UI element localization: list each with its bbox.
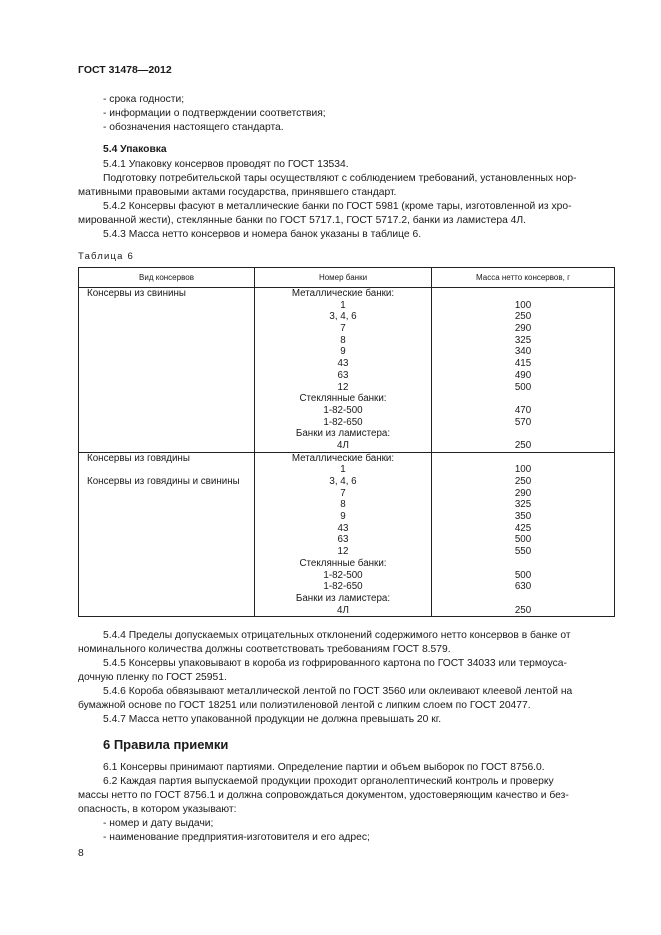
net-mass: 470 [514, 404, 532, 416]
product-type: Консервы из говядины [87, 452, 190, 464]
net-mass: 425 [514, 522, 532, 534]
paragraph-line: номинального количества должны соответствовать требованиям ГОСТ 8.579. [78, 644, 451, 655]
net-mass-cell [432, 288, 615, 453]
paragraph-5-4-1: 5.4.1 Упаковку консервов проводят по ГОСТ 13534. [103, 159, 349, 170]
net-mass [432, 453, 614, 465]
can-number: 63 [337, 369, 349, 381]
net-mass [432, 288, 614, 300]
paragraph-line: массы нетто по ГОСТ 8756.1 и должна сопровождаться документом, удостоверяющим качество и без- [78, 790, 569, 801]
can-number-cell [255, 452, 432, 617]
can-number: 12 [337, 546, 349, 558]
paragraph-line: мированной жести), стеклянные банки по ГОСТ 5717.1, ГОСТ 5717.2, банки из ламистера 4Л. [78, 215, 527, 226]
section-heading-5-4: 5.4 Упаковка [103, 144, 167, 155]
product-type-cell [79, 288, 255, 453]
column-header: Номер банки [255, 268, 432, 288]
paragraph-6-1: 6.1 Консервы принимают партиями. Определение партии и объем выборок по ГОСТ 8756.0. [103, 762, 545, 773]
can-number: Металлические банки: [291, 288, 395, 299]
document-code-header: ГОСТ 31478—2012 [78, 64, 172, 76]
table-header-row [79, 268, 615, 288]
paragraph-line: Подготовку потребительской тары осуществляют с соблюдением требований, установленных нор- [103, 173, 577, 184]
net-mass: 250 [514, 439, 532, 451]
net-mass: 340 [514, 346, 532, 358]
net-mass: 250 [514, 311, 532, 323]
column-header: Вид консервов [79, 268, 255, 288]
can-number: 4Л [337, 439, 349, 451]
net-mass: 500 [514, 534, 532, 546]
can-number: 43 [337, 358, 349, 370]
net-mass: 290 [514, 323, 532, 335]
net-mass: 100 [514, 464, 532, 476]
net-mass: 250 [514, 476, 532, 487]
can-number: 9 [340, 511, 346, 523]
net-mass: 500 [514, 569, 532, 581]
can-number: Металлические банки: [291, 452, 395, 464]
can-number: 3, 4, 6 [329, 311, 357, 323]
net-mass: 325 [514, 334, 532, 346]
product-type [87, 464, 254, 476]
can-number: 1-82-650 [323, 416, 363, 428]
can-number: 63 [337, 534, 349, 546]
net-mass-cell [432, 452, 615, 617]
section-heading-6: 6 Правила приемки [103, 737, 229, 752]
can-number: 1 [340, 299, 346, 311]
can-number: 43 [337, 522, 349, 534]
can-number: 8 [340, 499, 346, 511]
can-number: Банки из ламистера: [295, 428, 391, 440]
table-caption: Таблица 6 [78, 251, 134, 262]
can-number: Банки из ламистера: [295, 592, 391, 604]
product-type: Консервы из свинины [87, 288, 186, 299]
can-number: 1-82-500 [323, 569, 363, 581]
list-item: - обозначения настоящего стандарта. [103, 122, 284, 133]
paragraph-5-4-2: 5.4.2 Консервы фасуют в металлические банки по ГОСТ 5981 (кроме тары, изготовленной из хро- [103, 201, 572, 212]
page-number: 8 [78, 848, 84, 859]
paragraph-line: дочную пленку по ГОСТ 25951. [78, 672, 227, 683]
can-number: 1-82-650 [323, 581, 363, 593]
can-number: Стеклянные банки: [299, 557, 387, 569]
net-mass [432, 593, 614, 605]
table-6 [78, 267, 615, 617]
net-mass: 415 [514, 358, 532, 370]
can-number: 3, 4, 6 [329, 476, 357, 487]
net-mass: 570 [514, 416, 532, 428]
can-number: 12 [337, 381, 349, 393]
column-header: Масса нетто консервов, г [432, 268, 615, 288]
net-mass [432, 428, 614, 440]
net-mass: 325 [514, 499, 532, 511]
paragraph-line: бумажной основе по ГОСТ 18251 или полиэтиленовой лентой с липким слоем по ГОСТ 20477. [78, 700, 531, 711]
paragraph-5-4-6: 5.4.6 Короба обвязывают металлической лентой по ГОСТ 3560 или оклеивают клеевой лентой на [103, 686, 573, 697]
net-mass: 250 [514, 604, 532, 616]
net-mass: 500 [514, 381, 532, 393]
can-number: 1-82-500 [323, 404, 363, 416]
list-item: - номер и дату выдачи; [103, 818, 214, 829]
can-number: 4Л [337, 604, 349, 616]
can-number: 7 [340, 487, 346, 499]
can-number-cell [255, 288, 432, 453]
paragraph-5-4-7: 5.4.7 Масса нетто упакованной продукции не должна превышать 20 кг. [103, 714, 442, 725]
can-number: Стеклянные банки: [299, 393, 387, 405]
can-number: 7 [340, 323, 346, 335]
net-mass: 350 [514, 511, 532, 523]
paragraph-5-4-3: 5.4.3 Масса нетто консервов и номера банок указаны в таблице 6. [103, 229, 422, 240]
net-mass [432, 558, 614, 570]
paragraph-5-4-5: 5.4.5 Консервы упаковывают в короба из гофрированного картона по ГОСТ 34033 или термоуса- [103, 658, 567, 669]
paragraph-6-2: 6.2 Каждая партия выпускаемой продукции проходит органолептический контроль и проверку [103, 776, 554, 787]
net-mass [432, 393, 614, 405]
can-number: 9 [340, 346, 346, 358]
net-mass: 490 [514, 369, 532, 381]
product-type-cell [79, 452, 255, 617]
table-row [79, 288, 615, 453]
paragraph-line: мативными правовыми актами государства, принявшего стандарт. [78, 187, 397, 198]
net-mass: 550 [514, 546, 532, 558]
product-type: Консервы из говядины и свинины [87, 476, 240, 487]
list-item: - информации о подтверждении соответствия; [103, 108, 326, 119]
paragraph-5-4-4: 5.4.4 Пределы допускаемых отрицательных отклонений содержимого нетто консервов в банке от [103, 630, 571, 641]
list-item: - срока годности; [103, 94, 185, 105]
net-mass: 630 [514, 581, 532, 593]
net-mass: 290 [514, 487, 532, 499]
table-row [79, 452, 615, 617]
paragraph-line: опасность, в котором указывают: [78, 804, 237, 815]
list-item: - наименование предприятия-изготовителя и его адрес; [103, 832, 370, 843]
can-number: 8 [340, 334, 346, 346]
net-mass: 100 [514, 299, 532, 311]
can-number: 1 [340, 464, 346, 476]
